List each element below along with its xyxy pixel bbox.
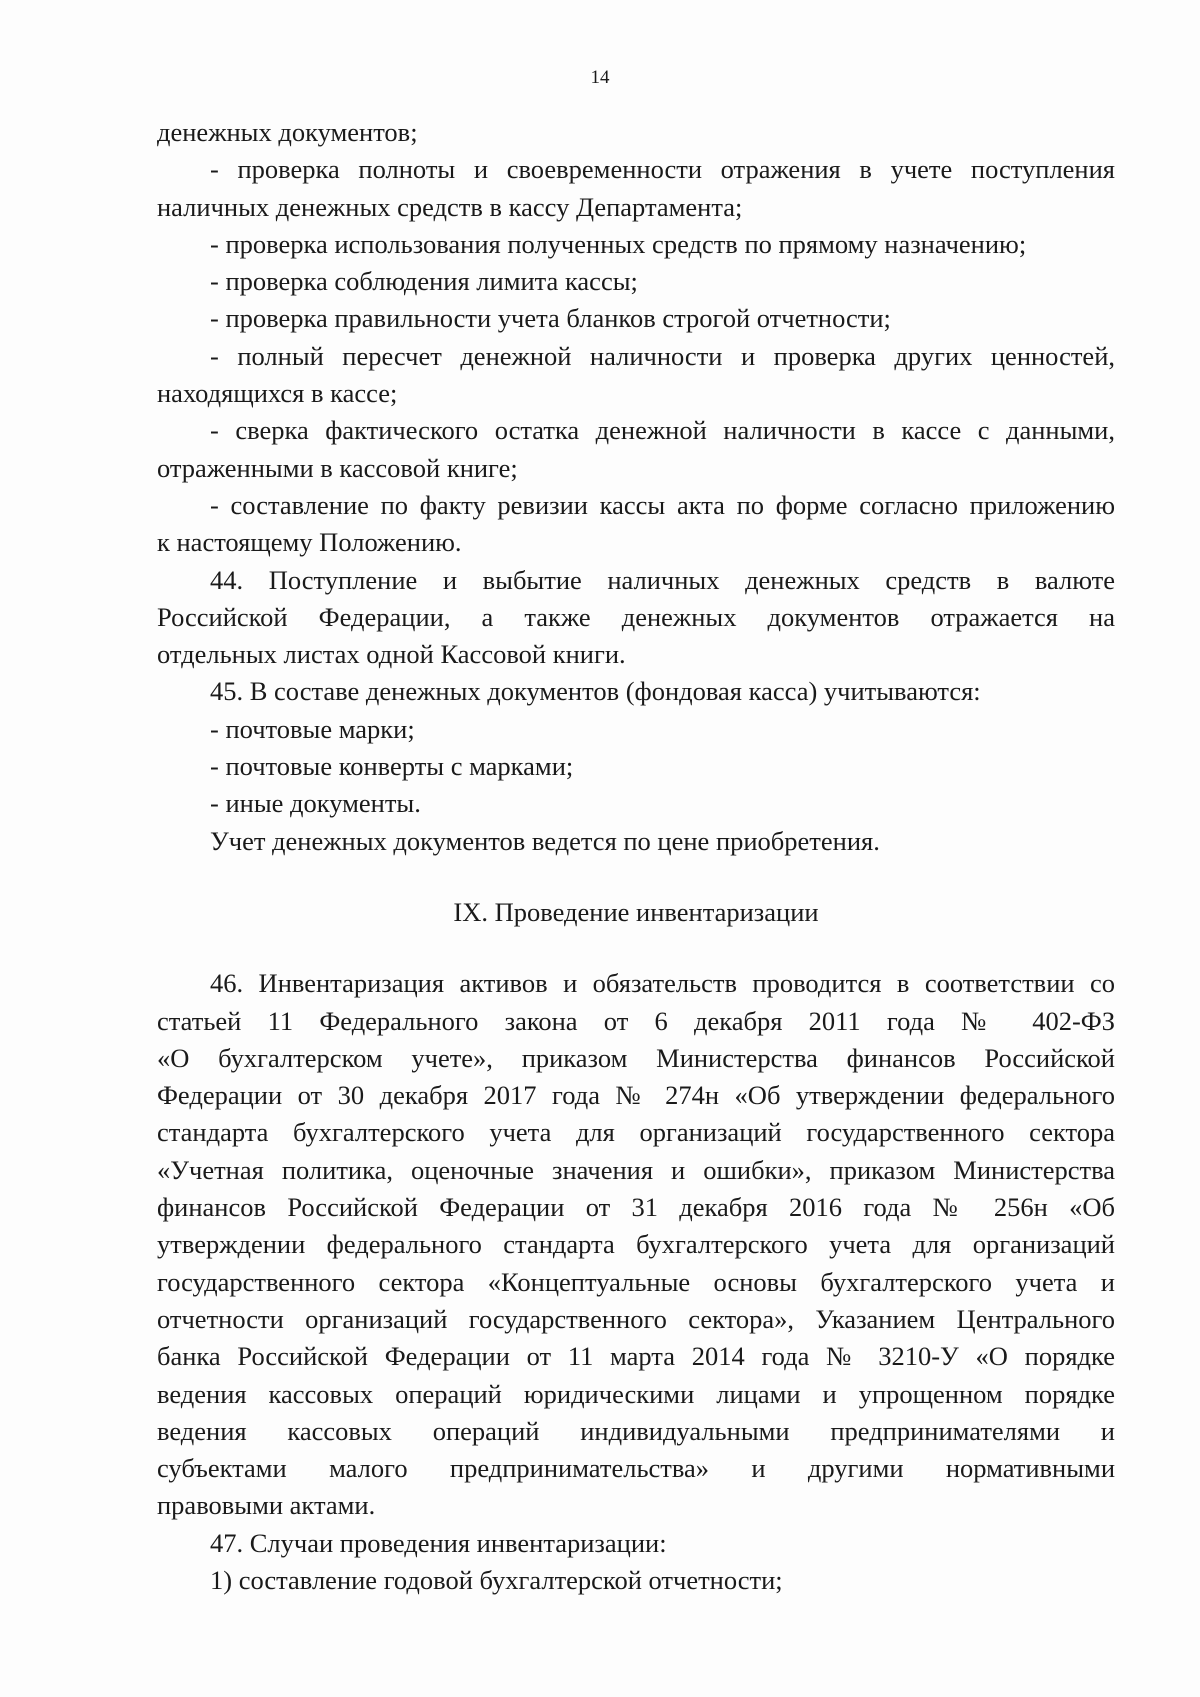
document-body [157,114,1115,1599]
text-line: - проверка соблюдения лимита кассы; [210,266,638,297]
text-line: - почтовые конверты с марками; [210,751,574,782]
text-line: - полный пересчет денежной наличности и проверка других ценностей, [210,340,1115,371]
text-line: 47. Случаи проведения инвентаризации: [210,1527,667,1558]
text-line: - сверка фактического остатка денежной наличности в кассе с данными, [210,415,1115,446]
text-line: - проверка правильности учета бланков строгой отчетности; [210,303,891,334]
text-line: правовыми актами. [157,1490,376,1521]
text-line: денежных документов; [157,117,418,147]
text-line: Российской Федерации, а также денежных документов отражается на [157,601,1115,632]
text-line: статьей 11 Федерального закона от 6 декабря 2011 года № 402-ФЗ [157,1005,1115,1036]
text-line: 44. Поступление и выбытие наличных денежных средств в валюте [210,564,1115,595]
text-line: ведения кассовых операций юридическими лицами и упрощенном порядке [157,1378,1115,1409]
text-line: ведения кассовых операций индивидуальными предпринимателями и [157,1415,1115,1446]
text-line: Учет денежных документов ведется по цене приобретения. [210,825,880,856]
text-line: банка Российской Федерации от 11 марта 2014 года № 3210-У «О порядке [157,1341,1115,1372]
text-line: - почтовые марки; [210,713,415,744]
text-line: субъектами малого предпринимательства» и другими нормативными [157,1453,1115,1484]
text-block-cash-audit [157,114,1115,860]
text-line: отраженными в кассовой книге; [157,452,518,483]
text-line: «О бухгалтерском учете», приказом Министерства финансов Российской [157,1042,1115,1073]
text-line: государственного сектора «Концептуальные основы бухгалтерского учета и [157,1266,1115,1297]
text-line: - проверка использования полученных средств по прямому назначению; [210,228,1027,259]
text-line: Федерации от 30 декабря 2017 года № 274н «Об утверждении федерального [157,1080,1115,1111]
text-line: 1) составление годовой бухгалтерской отчетности; [210,1564,783,1595]
text-line: «Учетная политика, оценочные значения и ошибки», приказом Министерства [157,1154,1115,1185]
text-line: наличных денежных средств в кассу Департамента; [157,191,743,222]
text-line: к настоящему Положению. [157,527,462,558]
text-line: находящихся в кассе; [157,378,398,409]
text-block-inventory [157,965,1115,1599]
page-number: 14 [590,67,610,88]
text-line: стандарта бухгалтерского учета для организаций государственного сектора [157,1117,1115,1148]
spacer [157,860,1115,894]
text-line: - проверка полноты и своевременности отражения в учете поступления [210,154,1115,185]
text-line: 46. Инвентаризация активов и обязательств проводится в соответствии со [210,968,1115,999]
text-line: утверждении федерального стандарта бухгалтерского учета для организаций [157,1229,1115,1260]
text-line: финансов Российской Федерации от 31 декабря 2016 года № 256н «Об [157,1192,1115,1223]
text-line: отдельных листах одной Кассовой книги. [157,639,626,670]
text-line: отчетности организаций государственного сектора», Указанием Центрального [157,1303,1115,1334]
text-line: 45. В составе денежных документов (фондовая касса) учитываются: [210,676,981,707]
spacer [157,931,1115,965]
text-line: - составление по факту ревизии кассы акта по форме согласно приложению [210,489,1115,520]
text-line: - иные документы. [210,788,421,819]
section-heading: IX. Проведение инвентаризации [453,896,819,927]
